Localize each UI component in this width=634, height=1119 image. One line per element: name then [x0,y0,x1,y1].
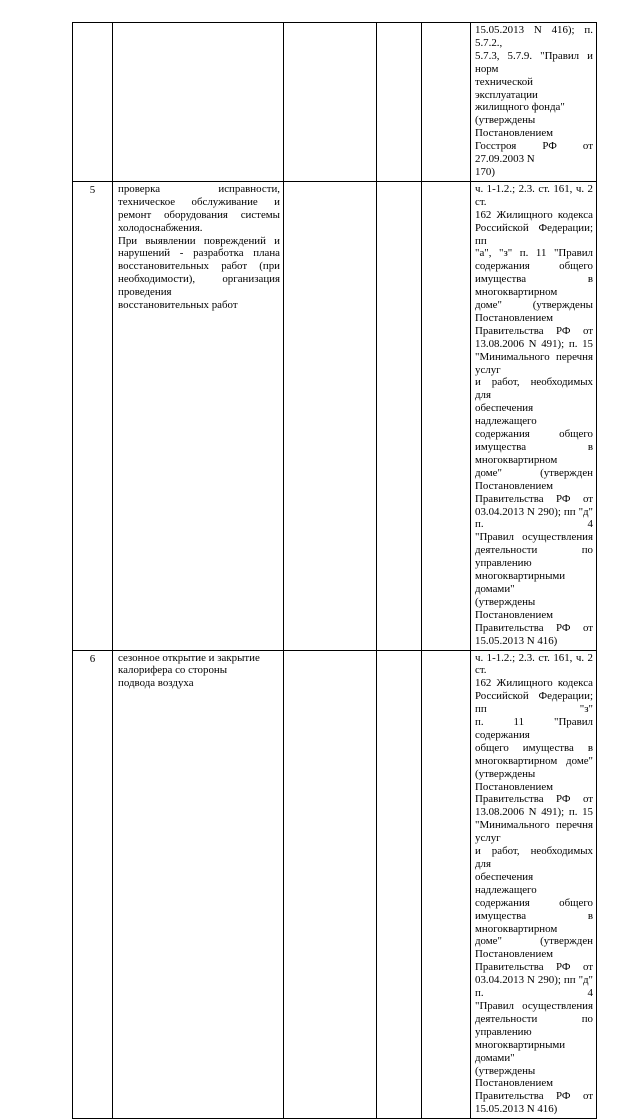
work-description-cell [113,650,284,1119]
text-line: Российской Федерации; пп "з" [475,690,593,716]
text-line: восстановительных работ (при [118,260,280,273]
text-line: 15.05.2013 N 416); п. 5.7.2., [475,24,593,49]
text-line: (утверждены Постановлением [475,595,554,621]
empty-cell [377,181,422,650]
row-number-cell: 6 [73,650,113,1119]
text-line: 15.05.2013 N 416) [475,634,558,647]
text-line: проверка исправности, [118,182,280,195]
text-line: Российской Федерации; пп [475,221,593,247]
text-line: жилищного фонда" [475,101,565,114]
text-line: общего имущества в [475,741,593,754]
empty-cell [422,23,471,182]
text-line: 15.05.2013 N 416) [475,1103,558,1116]
text-line: Постановлением [475,479,554,492]
work-description-cell [113,181,284,650]
text-line: 162 Жилищного кодекса [475,677,593,690]
text-line: При выявлении повреждений и [118,234,280,247]
row-number-cell [73,23,113,182]
empty-cell [377,650,422,1119]
text-line: имущества в многоквартирном [475,273,593,299]
work-description-cell [113,23,284,182]
text-line: Правительства РФ от [475,961,593,974]
text-line: проведения [118,286,172,299]
text-line: холодоснабжения. [118,221,203,234]
empty-cell [377,23,422,182]
text-line: обеспечения надлежащего [475,870,537,896]
text-line: техническое обслуживание и [118,195,280,208]
legal-basis-cell [471,181,597,650]
text-line: многоквартирными домами" [475,1038,566,1064]
table-row [73,650,597,1119]
text-line: Правительства РФ от [475,324,593,337]
text-line: многоквартирном доме" [475,754,593,767]
text-line: 13.08.2006 N 491); п. 15 [475,337,593,350]
text-line: деятельности по управлению [475,1012,593,1038]
text-line: имущества в многоквартирном [475,441,593,466]
text-line: доме" (утверждены [475,299,593,312]
text-line: ч. 1-1.2.; 2.3. ст. 161, ч. 2 ст. [475,182,593,208]
text-line: Правительства РФ от [475,793,593,806]
text-line: Правительства РФ от [475,621,593,634]
table-row [73,181,597,650]
text-line: "Правил осуществления [475,999,593,1012]
text-line: (утверждены Постановлением [475,767,554,793]
empty-cell [422,650,471,1119]
text-line: ч. 1-1.2.; 2.3. ст. 161, ч. 2 ст. [475,651,593,677]
text-line: содержания общего [475,428,593,441]
text-line: доме" (утвержден [475,935,593,948]
text-line: "Минимального перечня услуг [475,350,593,376]
text-line: "Минимального перечня услуг [475,819,593,845]
text-line: имущества в многоквартирном [475,909,593,935]
text-line: доме" (утвержден [475,466,593,479]
legal-basis-cell [471,23,597,182]
legal-basis-cell [471,650,597,1119]
text-line: (утверждены Постановлением [475,114,554,140]
text-line: 162 Жилищного кодекса [475,208,593,221]
text-line: Постановлением [475,311,554,324]
empty-cell [422,181,471,650]
text-line: подвода воздуха [118,677,194,690]
text-line: технической эксплуатации [475,75,538,101]
row-number-cell: 5 [73,181,113,650]
works-table [72,22,597,1119]
text-line: п. 11 "Правил содержания [475,716,593,741]
text-line: "Правил осуществления [475,531,593,544]
text-line: (утверждены Постановлением [475,1064,554,1090]
text-line: "а", "з" п. 11 "Правил [475,247,593,260]
text-line: 170) [475,165,495,178]
empty-cell [284,181,377,650]
table-row [73,23,597,182]
empty-cell [284,650,377,1119]
text-line: 03.04.2013 N 290); пп "д" п. 4 [475,505,593,531]
text-line: многоквартирными домами" [475,570,566,595]
text-line: Правительства РФ от [475,492,593,505]
text-line: содержания общего [475,260,593,273]
text-line: и работ, необходимых для [475,845,593,870]
text-line: 13.08.2006 N 491); п. 15 [475,806,593,819]
empty-cell [284,23,377,182]
text-line: и работ, необходимых для [475,376,593,402]
text-line: Госстроя РФ от 27.09.2003 N [475,140,593,166]
text-line: 03.04.2013 N 290); пп "д" п. 4 [475,974,593,1000]
text-line: 5.7.3, 5.7.9. "Правил и норм [475,49,593,75]
text-line: обеспечения надлежащего [475,402,537,428]
text-line: восстановительных работ [118,299,238,312]
text-line: сезонное открытие и закрытие [118,651,260,664]
text-line: Постановлением [475,948,554,961]
text-line: ремонт оборудования системы [118,208,280,221]
text-line: деятельности по управлению [475,544,593,570]
text-line: нарушений - разработка плана [118,247,280,260]
text-line: Правительства РФ от [475,1090,593,1103]
text-line: необходимости), организация [118,273,280,286]
text-line: содержания общего [475,896,593,909]
text-line: калорифера со стороны [118,664,228,677]
